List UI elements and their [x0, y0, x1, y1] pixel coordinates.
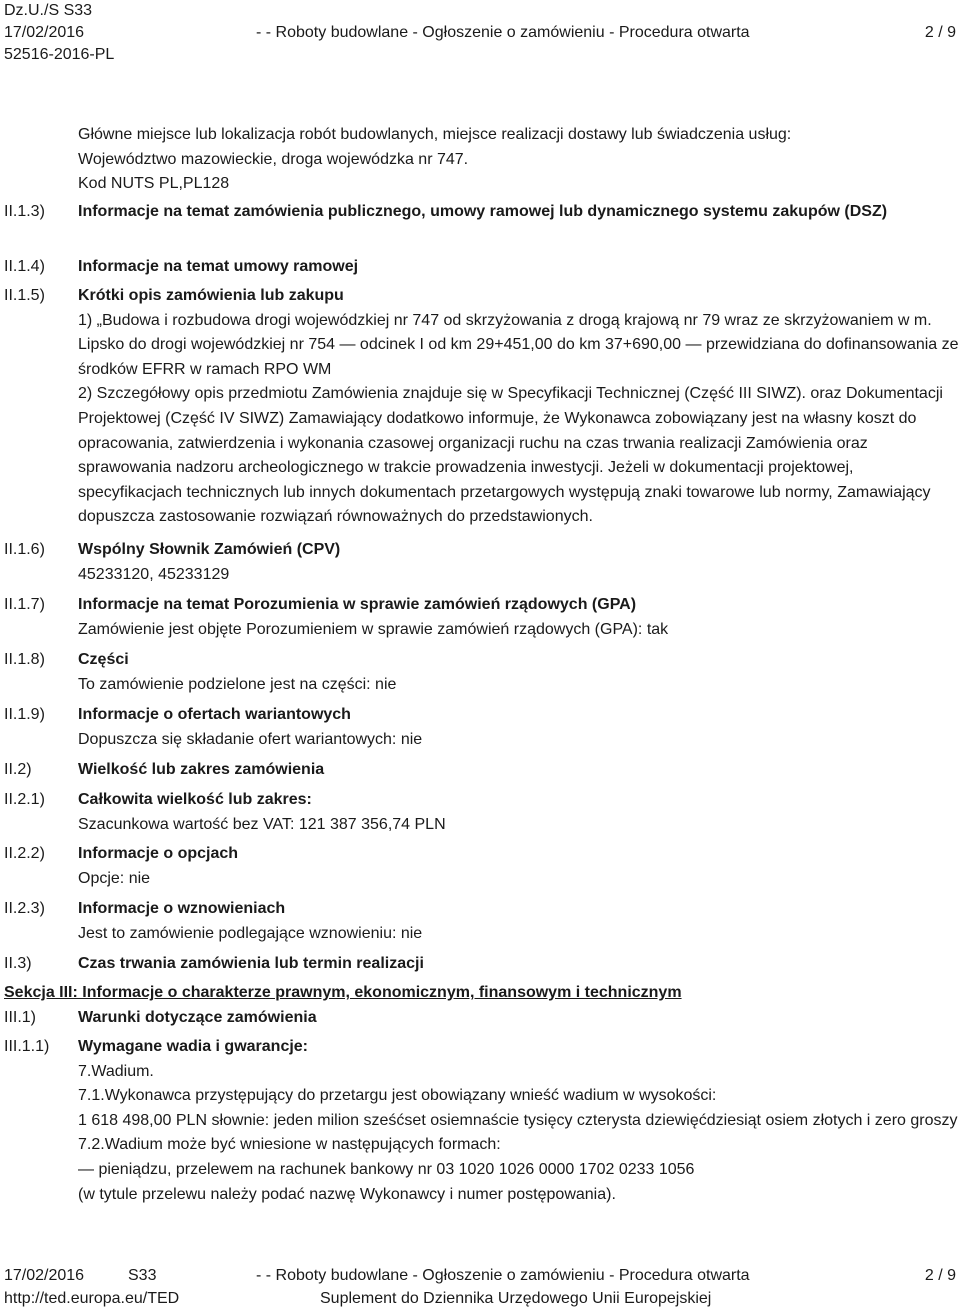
section-number: II.1.7) [4, 596, 45, 613]
section-iii-heading: Sekcja III: Informacje o charakterze prawnym, ekonomicznym, finansowym i technicznym [4, 984, 682, 1001]
deposit-line-5: — pieniądzu, przelewem na rachunek bankowy nr 03 1020 1026 0000 1702 0233 1056 [78, 1160, 695, 1178]
deposit-line-2: 7.1.Wykonawca przystępujący do przetargu jest obowiązany wnieść wadium w wysokości: [78, 1087, 717, 1105]
section-title: Części [78, 651, 129, 668]
section-title: Informacje na temat zamówienia publicznego, umowy ramowej lub dynamicznego systemu zakupów (DSZ) [78, 203, 888, 220]
header-line-2 [0, 22, 960, 46]
nuts-code: Kod NUTS PL,PL128 [78, 175, 230, 193]
lots-value: To zamówienie podzielone jest na części: nie [78, 675, 397, 693]
header-line-1 [0, 0, 960, 24]
deposit-amount: 1 618 498,00 PLN słownie: jeden milion sześćset osiemnaście tysięcy czterysta dziewięćdziesiąt osiem złotych i zero groszy [78, 1111, 958, 1129]
section-title: Czas trwania zamówienia lub termin realizacji [78, 955, 424, 972]
variants-value: Dopuszcza się składanie ofert wariantowych: nie [78, 730, 423, 748]
section-number: II.1.8) [4, 651, 45, 668]
section-number: II.1.6) [4, 541, 45, 558]
section-title: Informacje na temat Porozumienia w sprawie zamówień rządowych (GPA) [78, 596, 637, 613]
deposit-line-1: 7.Wadium. [78, 1062, 154, 1080]
section-number: II.1.9) [4, 706, 45, 723]
section-title: Całkowita wielkość lub zakres: [78, 791, 312, 808]
section-number: II.1.3) [4, 203, 45, 220]
section-number: II.2.1) [4, 791, 45, 808]
section-number: III.1.1) [4, 1038, 50, 1055]
footer-supplement: Suplement do Dziennika Urzędowego Unii Europejskiej [320, 1290, 712, 1307]
deposit-line-6: (w tytule przelewu należy podać nazwę Wykonawcy i numer postępowania). [78, 1185, 616, 1203]
gpa-value: Zamówienie jest objęte Porozumieniem w sprawie zamówień rządowych (GPA): tak [78, 620, 669, 638]
footer-series: S33 [128, 1267, 157, 1284]
section-title: Informacje na temat umowy ramowej [78, 258, 359, 275]
options-value: Opcje: nie [78, 869, 151, 887]
location-label: Główne miejsce lub lokalizacja robót budowlanych, miejsce realizacji dostawy lub świadczenia usług: [78, 126, 792, 143]
section-number: II.1.5) [4, 287, 45, 304]
renewal-value: Jest to zamówienie podlegające wznowieniu: nie [78, 924, 423, 942]
section-title: Wspólny Słownik Zamówień (CPV) [78, 541, 341, 558]
footer-title: - - Roboty budowlane - Ogłoszenie o zamówieniu - Procedura otwarta [256, 1267, 750, 1284]
ted-link[interactable]: http://ted.europa.eu/TED [4, 1290, 180, 1307]
deposit-line-4: 7.2.Wadium może być wniesione w następujących formach: [78, 1136, 501, 1154]
section-title: Wielkość lub zakres zamówienia [78, 761, 325, 778]
section-number: III.1) [4, 1009, 37, 1026]
header-date: 17/02/2016 [4, 24, 85, 41]
description-part-2: 2) Szczegółowy opis przedmiotu Zamówienia znajduje się w Specyfikacji Technicznej (Część III SIWZ). oraz Dokumentacji Projektowej (Część IV SIWZ) Zamawiający dodatkowo informuje, że Wykonawca zobowiązany jest na własny koszt do opracowania, zatwierdzenia i wykonania czasowej organizacji ruchu na czas trwania realizacji Zamówienia oraz sprawowania nadzoru archeologicznego w trakcie prowadzenia inwestycji. Jeżeli w dokumentacji projektowej, specyfikacjach technicznych lub innych dokumentach przetargowych występują znaki towarowe lub normy, Zamawiający dopuszcza zastosowanie rozwiązań równoważnych do przedstawionych. [78, 385, 943, 526]
section-number: II.2) [4, 761, 32, 778]
section-number: II.3) [4, 955, 32, 972]
location-value: Województwo mazowieckie, droga wojewódzka nr 747. [78, 150, 469, 168]
section-title: Informacje o opcjach [78, 845, 239, 862]
footer-date: 17/02/2016 [4, 1267, 85, 1284]
section-title: Warunki dotyczące zamówienia [78, 1009, 317, 1026]
section-title: Informacje o ofertach wariantowych [78, 706, 351, 723]
section-number: II.1.4) [4, 258, 45, 275]
header-line-3 [0, 44, 960, 68]
section-number: II.2.2) [4, 845, 45, 862]
footer-page: 2 / 9 [924, 1267, 956, 1284]
section-title: Informacje o wznowieniach [78, 900, 286, 917]
description-part-1: 1) „Budowa i rozbudowa drogi wojewódzkiej nr 747 od skrzyżowania z drogą krajową nr 79 wraz ze skrzyżowaniem w m. Lipsko do drogi wojewódzkiej nr 754 — odcinek I od km 29+451,00 do km 37+690,00 — przewidziana do dofinansowania ze środków EFRR w ramach RPO WM [78, 311, 959, 378]
header-page: 2 / 9 [924, 24, 956, 41]
journal-ref: Dz.U./S S33 [4, 2, 93, 19]
cpv-codes: 45233120, 45233129 [78, 565, 230, 583]
section-number: II.2.3) [4, 900, 45, 917]
notice-number: 52516-2016-PL [4, 46, 115, 63]
estimated-value: Szacunkowa wartość bez VAT: 121 387 356,74 PLN [78, 815, 446, 833]
section-title: Krótki opis zamówienia lub zakupu [78, 287, 344, 304]
footer-line-2 [0, 1288, 960, 1312]
footer-line-1 [0, 1265, 960, 1289]
header-title: - - Roboty budowlane - Ogłoszenie o zamówieniu - Procedura otwarta [256, 24, 750, 41]
section-title: Wymagane wadia i gwarancje: [78, 1038, 309, 1055]
